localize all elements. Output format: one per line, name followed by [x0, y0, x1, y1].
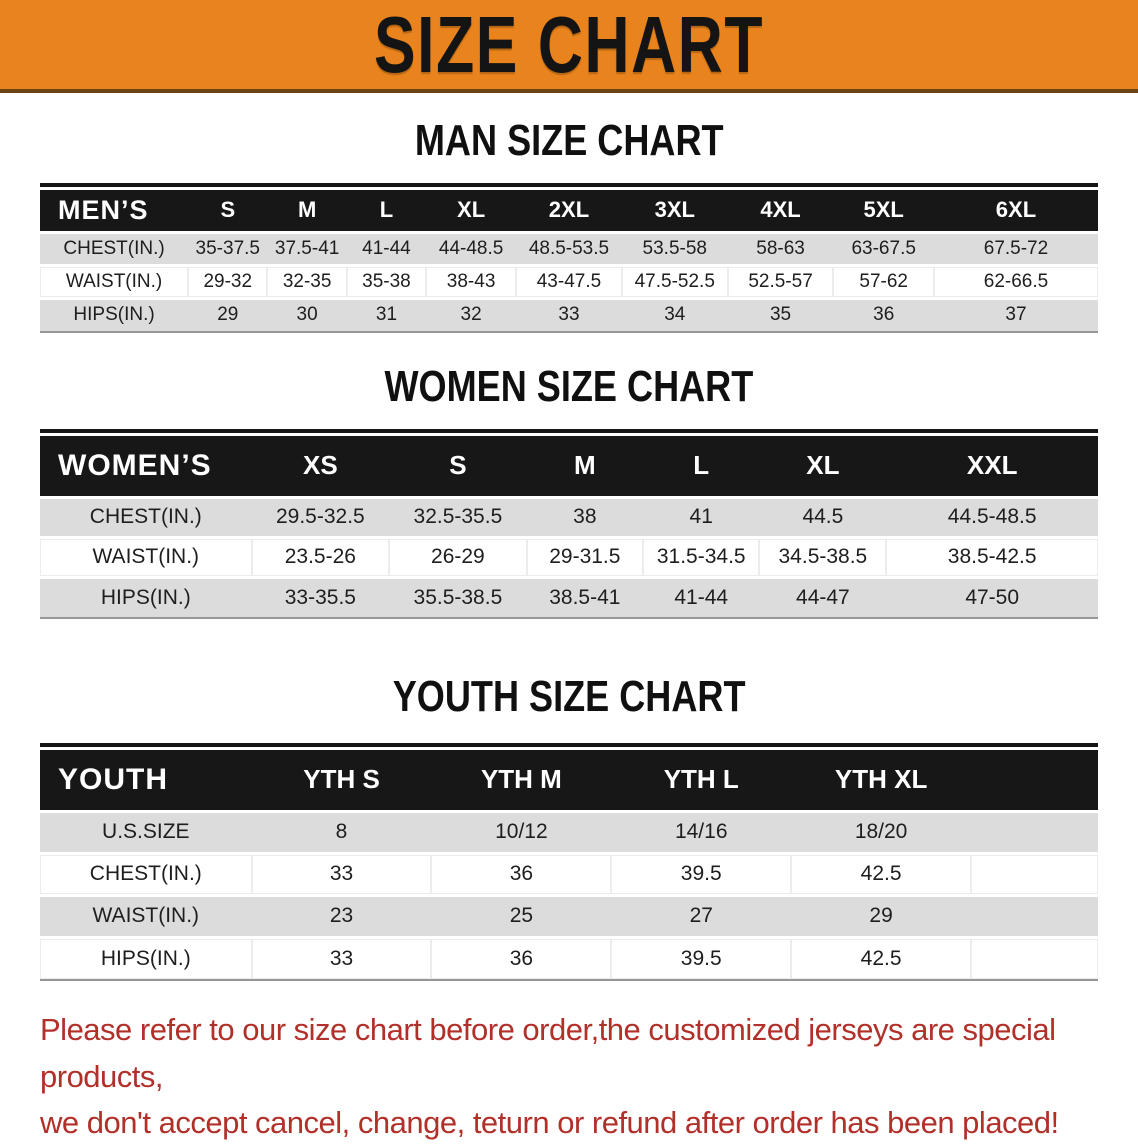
- measure-row-label: CHEST(IN.): [40, 853, 252, 895]
- measure-row-label: WAIST(IN.): [40, 895, 252, 937]
- measure-row-label: HIPS(IN.): [40, 577, 252, 617]
- size-value-cell: 52.5-57: [728, 265, 834, 298]
- measurement-row: [40, 497, 1098, 537]
- order-policy-line-2: we don't accept cancel, change, teturn or refund after order has been placed!: [40, 1105, 1059, 1140]
- table-corner-label: YOUTH: [40, 750, 252, 811]
- size-value-cell: 33: [516, 298, 622, 331]
- size-column-header: M: [527, 436, 643, 497]
- measurement-row: [40, 853, 1098, 895]
- banner-title: SIZE CHART: [374, 0, 764, 89]
- size-column-header: 2XL: [516, 190, 622, 232]
- size-value-cell: 44.5: [759, 497, 886, 537]
- size-value-cell: [971, 811, 1098, 853]
- measure-row-label: HIPS(IN.): [40, 298, 188, 331]
- size-value-cell: 10/12: [431, 811, 611, 853]
- man-size-chart-section: [0, 116, 1138, 333]
- size-column-header: XL: [759, 436, 886, 497]
- size-column-header: [971, 750, 1098, 811]
- size-value-cell: 35-38: [347, 265, 426, 298]
- size-value-cell: 35: [728, 298, 834, 331]
- size-column-header: L: [643, 436, 759, 497]
- measure-row-label: CHEST(IN.): [40, 232, 188, 265]
- size-value-cell: 31: [347, 298, 426, 331]
- women-size-table: [40, 429, 1098, 619]
- measurement-row: [40, 537, 1098, 577]
- men-size-table: [40, 183, 1098, 333]
- size-value-cell: 41-44: [643, 577, 759, 617]
- size-value-cell: 38.5-42.5: [886, 537, 1098, 577]
- women-size-chart-section: [0, 362, 1138, 619]
- size-value-cell: 8: [252, 811, 432, 853]
- size-value-cell: 47-50: [886, 577, 1098, 617]
- order-policy-line-1: Please refer to our size chart before order,the customized jerseys are special products,: [40, 1012, 1056, 1094]
- men-size-table-grid: [40, 190, 1098, 331]
- size-value-cell: 39.5: [611, 853, 791, 895]
- size-value-cell: 42.5: [791, 853, 971, 895]
- size-header-row: [40, 190, 1098, 232]
- size-column-header: 3XL: [622, 190, 728, 232]
- measurement-row: [40, 577, 1098, 617]
- youth-size-table: [40, 743, 1098, 981]
- size-value-cell: 38.5-41: [527, 577, 643, 617]
- size-column-header: 6XL: [934, 190, 1098, 232]
- size-value-cell: 42.5: [791, 937, 971, 979]
- size-value-cell: 32-35: [267, 265, 346, 298]
- size-value-cell: 23.5-26: [252, 537, 390, 577]
- size-value-cell: 67.5-72: [934, 232, 1098, 265]
- youth-size-chart-section: [0, 672, 1138, 981]
- size-value-cell: 29: [791, 895, 971, 937]
- size-value-cell: 29-32: [188, 265, 267, 298]
- size-column-header: L: [347, 190, 426, 232]
- size-value-cell: 39.5: [611, 937, 791, 979]
- size-value-cell: 31.5-34.5: [643, 537, 759, 577]
- size-value-cell: 38-43: [426, 265, 516, 298]
- women-section-heading: [0, 362, 1138, 411]
- measure-row-label: WAIST(IN.): [40, 265, 188, 298]
- size-value-cell: 38: [527, 497, 643, 537]
- size-header-row: [40, 750, 1098, 811]
- youth-section-heading: [0, 672, 1138, 721]
- size-value-cell: 32.5-35.5: [389, 497, 527, 537]
- size-value-cell: 34: [622, 298, 728, 331]
- size-value-cell: 29.5-32.5: [252, 497, 390, 537]
- size-value-cell: 44-47: [759, 577, 886, 617]
- size-value-cell: 58-63: [728, 232, 834, 265]
- youth-size-table-grid: [40, 750, 1098, 979]
- measure-row-label: U.S.SIZE: [40, 811, 252, 853]
- size-value-cell: 34.5-38.5: [759, 537, 886, 577]
- measurement-row: [40, 895, 1098, 937]
- size-column-header: 4XL: [728, 190, 834, 232]
- size-value-cell: [971, 895, 1098, 937]
- size-value-cell: 63-67.5: [833, 232, 934, 265]
- size-value-cell: 18/20: [791, 811, 971, 853]
- man-section-heading: [0, 116, 1138, 165]
- size-value-cell: 44-48.5: [426, 232, 516, 265]
- table-corner-label: WOMEN’S: [40, 436, 252, 497]
- size-column-header: XXL: [886, 436, 1098, 497]
- order-policy-note: [40, 1007, 1100, 1147]
- table-corner-label: MEN’S: [40, 190, 188, 232]
- measurement-row: [40, 298, 1098, 331]
- size-value-cell: 35-37.5: [188, 232, 267, 265]
- size-value-cell: 36: [431, 853, 611, 895]
- size-value-cell: 41: [643, 497, 759, 537]
- size-value-cell: 29-31.5: [527, 537, 643, 577]
- size-chart-banner: [0, 0, 1138, 93]
- measurement-row: [40, 265, 1098, 298]
- size-column-header: YTH M: [431, 750, 611, 811]
- size-value-cell: [971, 937, 1098, 979]
- size-value-cell: 36: [833, 298, 934, 331]
- size-value-cell: 27: [611, 895, 791, 937]
- size-column-header: S: [389, 436, 527, 497]
- size-column-header: YTH S: [252, 750, 432, 811]
- size-value-cell: 33: [252, 853, 432, 895]
- size-value-cell: 32: [426, 298, 516, 331]
- size-column-header: YTH L: [611, 750, 791, 811]
- women-size-table-grid: [40, 436, 1098, 617]
- size-value-cell: [971, 853, 1098, 895]
- measure-row-label: WAIST(IN.): [40, 537, 252, 577]
- size-value-cell: 29: [188, 298, 267, 331]
- size-value-cell: 48.5-53.5: [516, 232, 622, 265]
- measurement-row: [40, 937, 1098, 979]
- size-value-cell: 23: [252, 895, 432, 937]
- youth-section-heading-text: YOUTH SIZE CHART: [392, 672, 746, 721]
- size-column-header: 5XL: [833, 190, 934, 232]
- size-value-cell: 35.5-38.5: [389, 577, 527, 617]
- size-value-cell: 62-66.5: [934, 265, 1098, 298]
- size-value-cell: 25: [431, 895, 611, 937]
- size-value-cell: 53.5-58: [622, 232, 728, 265]
- size-header-row: [40, 436, 1098, 497]
- size-column-header: YTH XL: [791, 750, 971, 811]
- measurement-row: [40, 811, 1098, 853]
- size-value-cell: 33-35.5: [252, 577, 390, 617]
- size-value-cell: 41-44: [347, 232, 426, 265]
- measurement-row: [40, 232, 1098, 265]
- size-value-cell: 26-29: [389, 537, 527, 577]
- size-value-cell: 47.5-52.5: [622, 265, 728, 298]
- size-value-cell: 30: [267, 298, 346, 331]
- size-value-cell: 36: [431, 937, 611, 979]
- size-value-cell: 37.5-41: [267, 232, 346, 265]
- women-section-heading-text: WOMEN SIZE CHART: [384, 362, 754, 411]
- measure-row-label: CHEST(IN.): [40, 497, 252, 537]
- size-value-cell: 57-62: [833, 265, 934, 298]
- size-value-cell: 43-47.5: [516, 265, 622, 298]
- size-column-header: M: [267, 190, 346, 232]
- size-value-cell: 37: [934, 298, 1098, 331]
- size-column-header: XS: [252, 436, 390, 497]
- size-value-cell: 33: [252, 937, 432, 979]
- size-value-cell: 14/16: [611, 811, 791, 853]
- size-column-header: S: [188, 190, 267, 232]
- size-column-header: XL: [426, 190, 516, 232]
- measure-row-label: HIPS(IN.): [40, 937, 252, 979]
- size-value-cell: 44.5-48.5: [886, 497, 1098, 537]
- man-section-heading-text: MAN SIZE CHART: [414, 116, 724, 165]
